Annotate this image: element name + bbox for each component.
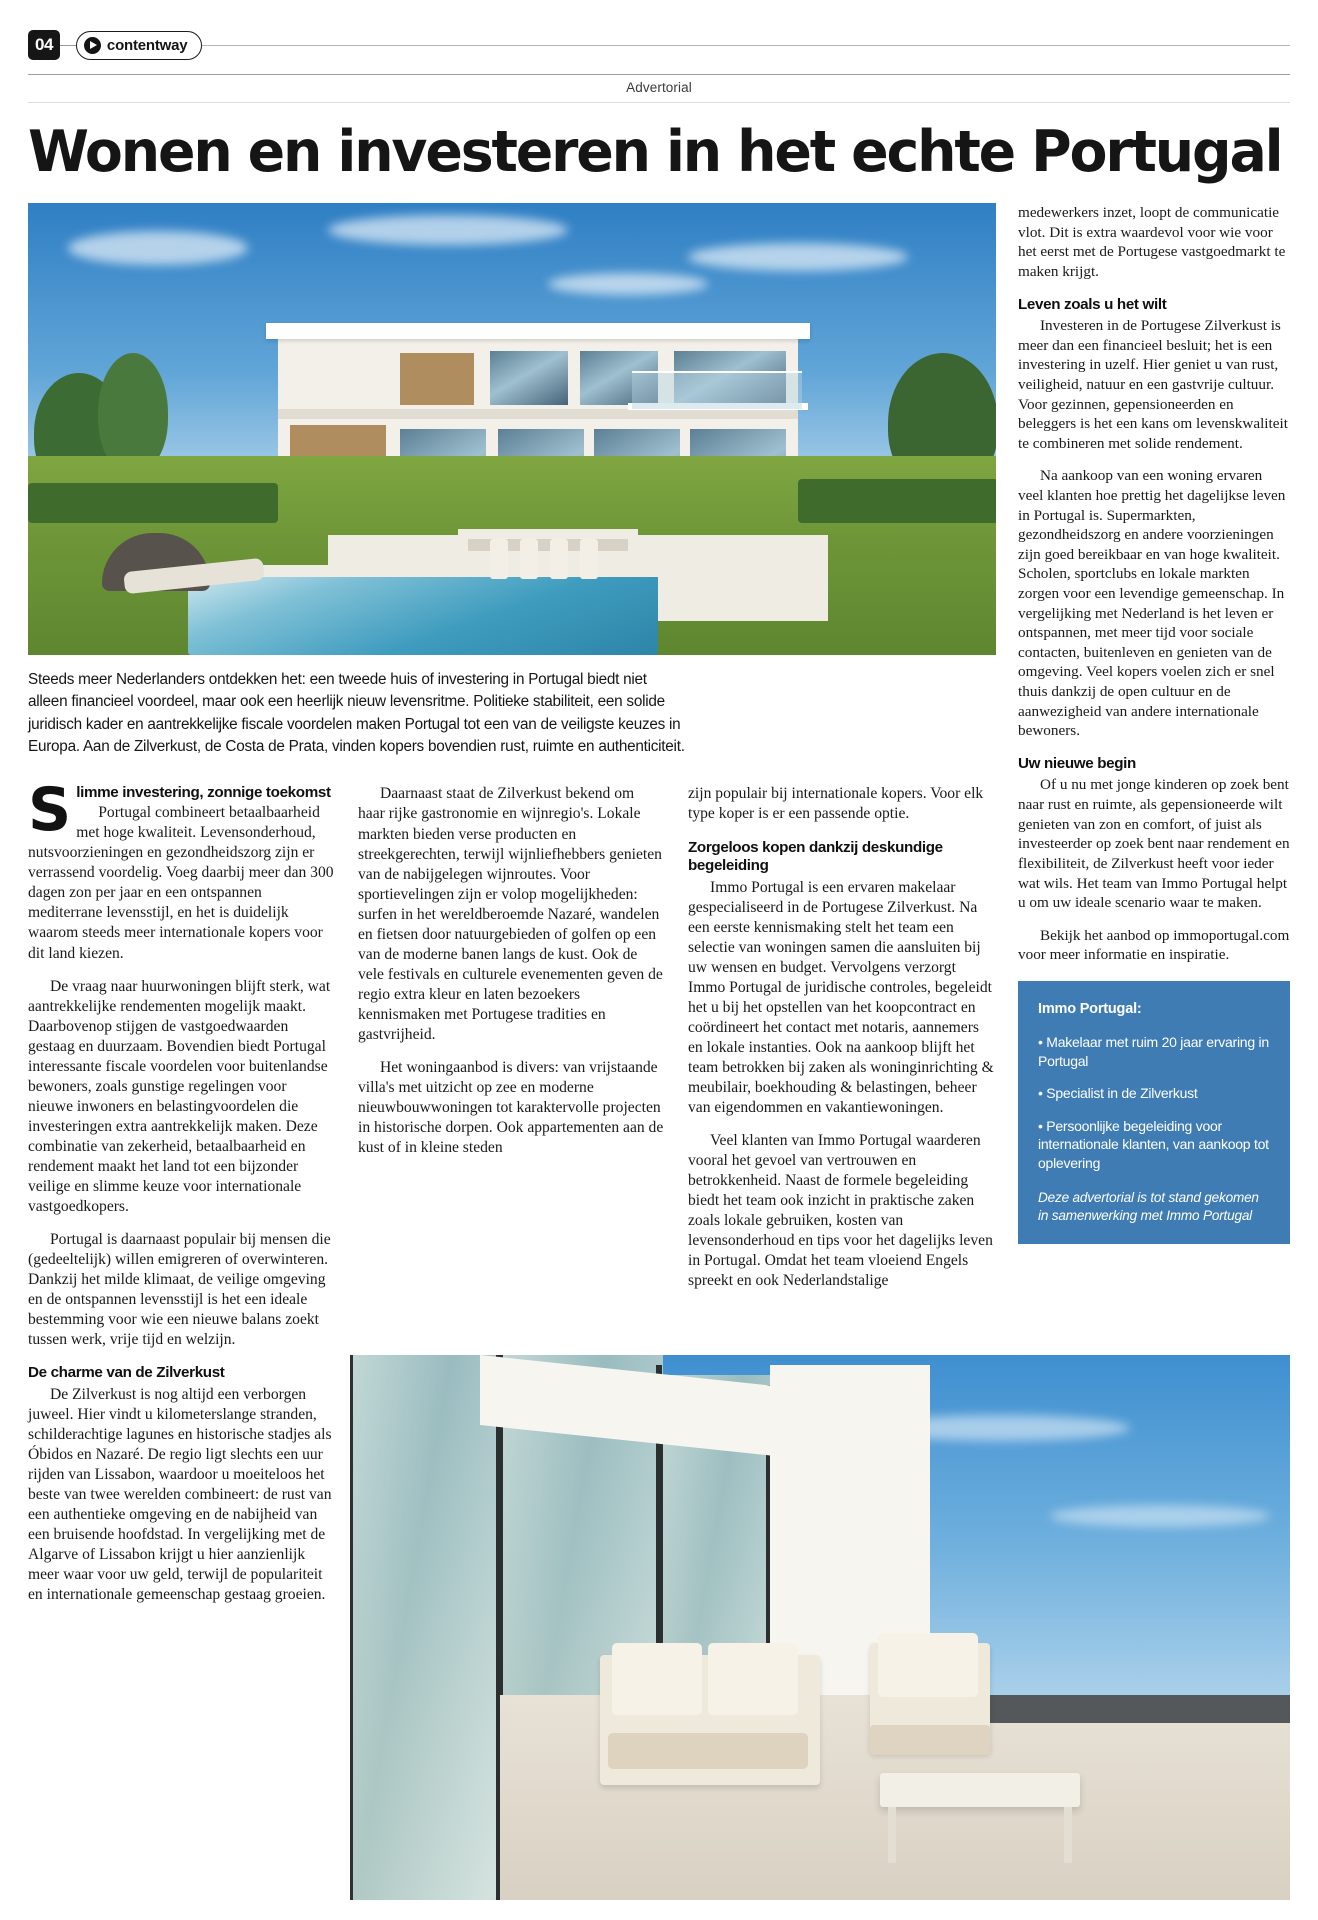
section-heading-leven-zoals-u-het-wilt: Leven zoals u het wilt — [1018, 295, 1167, 313]
lead-paragraph: Steeds meer Nederlanders ontdekken het: een tweede huis of investering in Portugal biedt niet alleen financieel voordeel, maar ook een heerlijk nieuw levensritme. Politieke stabiliteit, een solide juridisch kader en aantrekkelijke fiscale voordelen maken Portugal tot een van de veiligste keuzes in Europa. Aan de Zilverkust, de Costa de Prata, vinden kopers bovendien rust, ruimte en authenticiteit. — [28, 671, 685, 756]
paragraph: De vraag naar huurwoningen blijft sterk, wat aantrekkelijke rendementen mogelijk maakt. Daarbovenop stijgen de vastgoedwaarden gestaag en duurzaam. Bovendien biedt Portugal interessante fiscale voordelen voor buitenlandse bewoners, zoals gunstige regelingen voor nieuwe inwoners en belastingvoordelen die investeringen extra aantrekkelijk maken. Deze combinatie van zekerheid, betaalbaarheid en rendement maakt het land tot een bijzonder veilige en slimme keuze voor internationale vastgoedkopers. — [28, 977, 331, 1215]
page-title: Wonen en investeren in het echte Portugal — [28, 119, 1282, 185]
paragraph: Investeren in de Portugese Zilverkust is meer dan een financieel besluit; het is een investering in uzelf. Hier geniet u van rust, veiligheid, natuur en een gastvrije cultuur. Voor gezinnen, gepensioneerden en beleggers is het een kans om levenskwaliteit te combineren met solide rendement. — [1018, 317, 1288, 452]
factbox-disclaimer: Deze advertorial is tot stand gekomen in samenwerking met Immo Portugal — [1038, 1189, 1259, 1223]
section-kicker: Advertorial — [626, 80, 692, 95]
factbox-item: • Makelaar met ruim 20 jaar ervaring in Portugal — [1038, 1033, 1269, 1069]
brand-logo — [76, 31, 203, 60]
paragraph: De Zilverkust is nog altijd een verborgen juweel. Hier vindt u kilometerslange stranden, schilderachtige lagunes en historische stadjes als Óbidos en Nazaré. De regio ligt slechts een uur rijden van Lissabon, waardoor u moeiteloos het beste van twee werelden combineert: de rust van een authentieke omgeving en de nabijheid van een bruisende hoofdstad. In vergelijking met de Algarve of Lissabon krijgt u hier aanzienlijk meer waar voor uw geld, terwijl de populariteit en internationale gemeenschap gestaag groeien. — [28, 1385, 332, 1603]
factbox-title: Immo Portugal: — [1038, 1000, 1142, 1017]
column-4 — [1018, 203, 1290, 1244]
dropcap-heading-block — [28, 775, 334, 963]
paragraph: medewerkers inzet, loopt de communicatie vlot. Dit is extra waardevol voor wie voor het eerst met de Portugese vastgoedmarkt te maken krijgt. — [1018, 204, 1286, 280]
dropcap-letter: S — [28, 775, 72, 846]
paragraph: Bekijk het aanbod op immoportugal.com voor meer informatie en inspiratie. — [1018, 926, 1290, 964]
section-heading-uw-nieuwe-begin: Uw nieuwe begin — [1018, 754, 1136, 772]
paragraph: Portugal is daarnaast populair bij mensen die (gedeeltelijk) willen emigreren of overwinteren. Dankzij het milde klimaat, de veilige omgeving en de ontspannen levensstijl is het een ideale bestemming voor wie een nieuwe balans zoekt tussen werk, vrije tijd en welzijn. — [28, 1230, 331, 1349]
paragraph: Daarnaast staat de Zilverkust bekend om haar rijke gastronomie en wijnregio's. Lokale markten bieden verse producten en streekgerechten, terwijl wijnliefhebbers genieten van de nabijgelegen wijnroutes. Voor sportievelingen zijn er volop mogelijkheden: surfen in het wereldberoemde Nazaré, wandelen en fietsen door natuurgebieden of golfen op een van de moderne banen langs de kust. Ook de vele festivals en culturele evenementen geven de regio extra kleur en laten bezoekers kennismaken met Portugese tradities en gastvrijheid. — [358, 785, 663, 1043]
masthead-rule — [202, 45, 1290, 46]
column-1 — [28, 775, 334, 1618]
paragraph: zijn populair bij internationale kopers. Voor elk type koper is er een passende optie. — [688, 785, 984, 823]
section-heading-zorgeloos-kopen: Zorgeloos kopen dankzij deskundige begeleiding — [688, 838, 943, 875]
masthead-dash — [60, 45, 76, 46]
paragraph: Het woningaanbod is divers: van vrijstaande villa's met uitzicht op zee en moderne nieuwbouwwoningen tot karaktervolle projecten in historische dorpen. Ook appartementen aan de kust of in kleine steden — [358, 1058, 664, 1156]
section-heading-slimme-investering: limme investering, zonnige toekomst — [76, 784, 331, 802]
play-circle-icon — [84, 37, 101, 54]
paragraph: Immo Portugal is een ervaren makelaar gespecialiseerd in de Portugese Zilverkust. Na een eerste kennismaking stelt het team een selectie van woningen samen die aansluiten bij uw wensen en budget. Vervolgens verzorgt Immo Portugal de juridische controles, begeleidt het u bij het opstellen van het koopcontract en coördineert het contact met notaris, aannemers en lokale instanties. Ook na aankoop blijft het team betrokken bij zaken als woninginrichting & meubilair, boekhouding & belastingen, beheer van eigendommen en vakantiewoningen. — [688, 878, 994, 1116]
factbox-immo-portugal — [1018, 981, 1290, 1245]
paragraph: Na aankoop van een woning ervaren veel klanten hoe prettig het dagelijkse leven in Portugal is. Supermarkten, gezondheidszorg en andere voorzieningen zijn goed bereikbaar en van hoge kwaliteit. Scholen, sportclubs en lokale markten zorgen voor een levendige gemeenschap. In vergelijking met Nederland is het leven er ontspannen, met meer tijd voor sociale contacten, buitenleven en genieten van de omgeving. Veel kopers voelen zich er snel thuis dankzij de open cultuur en de aanwezigheid van andere internationale bewoners. — [1018, 467, 1286, 740]
brand-name: contentway — [106, 36, 188, 54]
section-heading-charme-zilverkust: De charme van de Zilverkust — [28, 1364, 225, 1382]
section-kicker-bar — [28, 74, 1290, 103]
paragraph: Of u nu met jonge kinderen op zoek bent naar rust en ruimte, als gepensioneerde wilt genieten van zon en comfort, of juist als investeerder op zoek bent naar rendement en flexibiliteit, de Zilverkust heeft voor ieder wat wils. Het team van Immo Portugal helpt u om uw ideale scenario waar te maken. — [1018, 776, 1290, 912]
bottom-image — [350, 1355, 1290, 1900]
page-number: 04 — [28, 30, 60, 60]
masthead — [28, 0, 1290, 68]
factbox-item: • Specialist in de Zilverkust — [1038, 1085, 1198, 1102]
paragraph: Veel klanten van Immo Portugal waarderen vooral het gevoel van vertrouwen en betrokkenheid. Naast de formele begeleiding biedt het team ook inzicht in praktische zaken zoals lokale gebruiken, kosten van levensonderhoud en tips voor het dagelijks leven in Portugal. Omdat het team vloeiend Engels spreekt en ook Nederlandstalige — [688, 1131, 993, 1290]
factbox-item: • Persoonlijke begeleiding voor internationale klanten, van aankoop tot oplevering — [1038, 1117, 1269, 1171]
paragraph: Portugal combineert betaalbaarheid met hoge kwaliteit. Levensonderhoud, nutsvoorzieningen en gezondheidszorg zijn er verrassend voordelig. Voeg daarbij meer dan 300 dagen zon per jaar en een ontspannen mediterrane levensstijl, en het is duidelijk waarom steeds meer internationale kopers voor dit land kiezen. — [28, 804, 334, 962]
hero-image — [28, 203, 996, 655]
